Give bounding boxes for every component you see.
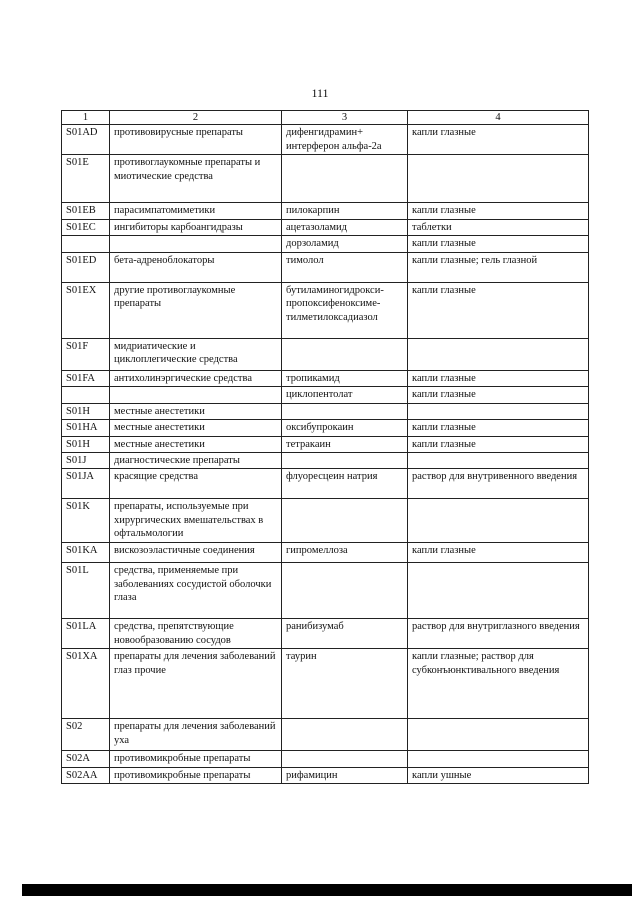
cell-group: местные анестетики <box>110 403 282 419</box>
cell-form: капли глазные <box>408 543 589 563</box>
cell-code: S01EB <box>62 203 110 219</box>
cell-code: S01HA <box>62 420 110 436</box>
cell-code: S01FA <box>62 370 110 386</box>
table-row <box>62 282 589 338</box>
cell-code: S01E <box>62 155 110 203</box>
cell-group: красящие средства <box>110 469 282 499</box>
cell-code: S01K <box>62 499 110 543</box>
table-row <box>62 403 589 419</box>
table-row <box>62 252 589 282</box>
cell-code: S01KA <box>62 543 110 563</box>
cell-code: S01H <box>62 436 110 452</box>
cell-substance: ранибизумаб <box>282 619 408 649</box>
cell-form: капли глазные; раствор для субконъюнктивального введения <box>408 649 589 719</box>
cell-form: капли глазные <box>408 436 589 452</box>
cell-group: препараты для лечения заболеваний глаз прочие <box>110 649 282 719</box>
cell-form: капли ушные <box>408 767 589 783</box>
cell-form <box>408 403 589 419</box>
cell-substance: рифамицин <box>282 767 408 783</box>
cell-substance: тропикамид <box>282 370 408 386</box>
cell-substance: тетракаин <box>282 436 408 452</box>
cell-substance: таурин <box>282 649 408 719</box>
table-row <box>62 452 589 468</box>
table-row <box>62 420 589 436</box>
table-row <box>62 649 589 719</box>
table-row <box>62 469 589 499</box>
cell-group: противовирусные препараты <box>110 125 282 155</box>
cell-code <box>62 387 110 403</box>
cell-group <box>110 236 282 252</box>
cell-group: средства, препятствующие новообразованию сосудов <box>110 619 282 649</box>
cell-form <box>408 563 589 619</box>
cell-substance <box>282 563 408 619</box>
cell-substance <box>282 499 408 543</box>
cell-form <box>408 719 589 751</box>
cell-form <box>408 751 589 767</box>
cell-substance: бутиламиногидрокси-пропоксифеноксиме-тилметилоксадиазол <box>282 282 408 338</box>
cell-substance: флуоресцеин натрия <box>282 469 408 499</box>
table-row <box>62 125 589 155</box>
cell-form: капли глазные <box>408 370 589 386</box>
cell-code: S02AA <box>62 767 110 783</box>
header-col-2: 2 <box>110 111 282 125</box>
table-row <box>62 338 589 370</box>
cell-substance: гипромеллоза <box>282 543 408 563</box>
table-row <box>62 236 589 252</box>
drug-classification-table <box>61 110 589 784</box>
header-col-4: 4 <box>408 111 589 125</box>
table-row <box>62 563 589 619</box>
table-row <box>62 203 589 219</box>
cell-group: местные анестетики <box>110 420 282 436</box>
cell-form: капли глазные <box>408 387 589 403</box>
cell-code: S01EX <box>62 282 110 338</box>
cell-code: S01AD <box>62 125 110 155</box>
cell-code: S01EC <box>62 219 110 235</box>
header-col-3: 3 <box>282 111 408 125</box>
table-row <box>62 543 589 563</box>
cell-group: препараты, используемые при хирургических вмешательствах в офтальмологии <box>110 499 282 543</box>
cell-form: таблетки <box>408 219 589 235</box>
cell-group <box>110 387 282 403</box>
cell-code: S01XA <box>62 649 110 719</box>
cell-code: S01F <box>62 338 110 370</box>
table-row <box>62 370 589 386</box>
cell-group: мидриатические и циклоплегические средства <box>110 338 282 370</box>
cell-substance <box>282 403 408 419</box>
table-row <box>62 499 589 543</box>
cell-form: капли глазные <box>408 125 589 155</box>
table-row <box>62 619 589 649</box>
cell-form: капли глазные <box>408 420 589 436</box>
cell-form: капли глазные <box>408 236 589 252</box>
cell-form: раствор для внутриглазного введения <box>408 619 589 649</box>
cell-code: S01H <box>62 403 110 419</box>
cell-code: S02 <box>62 719 110 751</box>
cell-substance: тимолол <box>282 252 408 282</box>
cell-form: раствор для внутривенного введения <box>408 469 589 499</box>
cell-code <box>62 236 110 252</box>
cell-substance: дорзоламид <box>282 236 408 252</box>
cell-group: ингибиторы карбоангидразы <box>110 219 282 235</box>
table-row <box>62 719 589 751</box>
cell-substance: оксибупрокаин <box>282 420 408 436</box>
cell-group: противомикробные препараты <box>110 751 282 767</box>
cell-form <box>408 452 589 468</box>
cell-substance <box>282 719 408 751</box>
cell-code: S01LA <box>62 619 110 649</box>
header-col-1: 1 <box>62 111 110 125</box>
cell-code: S01L <box>62 563 110 619</box>
cell-form: капли глазные; гель глазной <box>408 252 589 282</box>
page-number: 111 <box>311 86 329 100</box>
scan-edge-bar <box>22 884 632 896</box>
cell-substance <box>282 452 408 468</box>
cell-substance: дифенгидрамин+ интерферон альфа-2а <box>282 125 408 155</box>
cell-group: другие противоглаукомные препараты <box>110 282 282 338</box>
table-row <box>62 219 589 235</box>
cell-group: противоглаукомные препараты и миотические средства <box>110 155 282 203</box>
cell-substance: циклопентолат <box>282 387 408 403</box>
cell-code: S01ED <box>62 252 110 282</box>
cell-form <box>408 338 589 370</box>
cell-group: парасимпатомиметики <box>110 203 282 219</box>
cell-code: S01JA <box>62 469 110 499</box>
cell-substance <box>282 338 408 370</box>
cell-group: диагностические препараты <box>110 452 282 468</box>
cell-form: капли глазные <box>408 203 589 219</box>
cell-group: антихолинэргические средства <box>110 370 282 386</box>
table-body <box>62 125 589 784</box>
cell-group: противомикробные препараты <box>110 767 282 783</box>
table-row <box>62 436 589 452</box>
cell-group: бета-адреноблокаторы <box>110 252 282 282</box>
cell-form <box>408 155 589 203</box>
table-row <box>62 751 589 767</box>
cell-substance: ацетазоламид <box>282 219 408 235</box>
cell-substance: пилокарпин <box>282 203 408 219</box>
table-row <box>62 767 589 783</box>
table-header-row <box>62 111 589 125</box>
table-row <box>62 387 589 403</box>
cell-form <box>408 499 589 543</box>
cell-substance <box>282 155 408 203</box>
cell-code: S02A <box>62 751 110 767</box>
cell-code: S01J <box>62 452 110 468</box>
cell-group: местные анестетики <box>110 436 282 452</box>
cell-group: вискозоэластичные соединения <box>110 543 282 563</box>
cell-form: капли глазные <box>408 282 589 338</box>
table-row <box>62 155 589 203</box>
cell-group: средства, применяемые при заболеваниях сосудистой оболочки глаза <box>110 563 282 619</box>
cell-substance <box>282 751 408 767</box>
cell-group: препараты для лечения заболеваний уха <box>110 719 282 751</box>
